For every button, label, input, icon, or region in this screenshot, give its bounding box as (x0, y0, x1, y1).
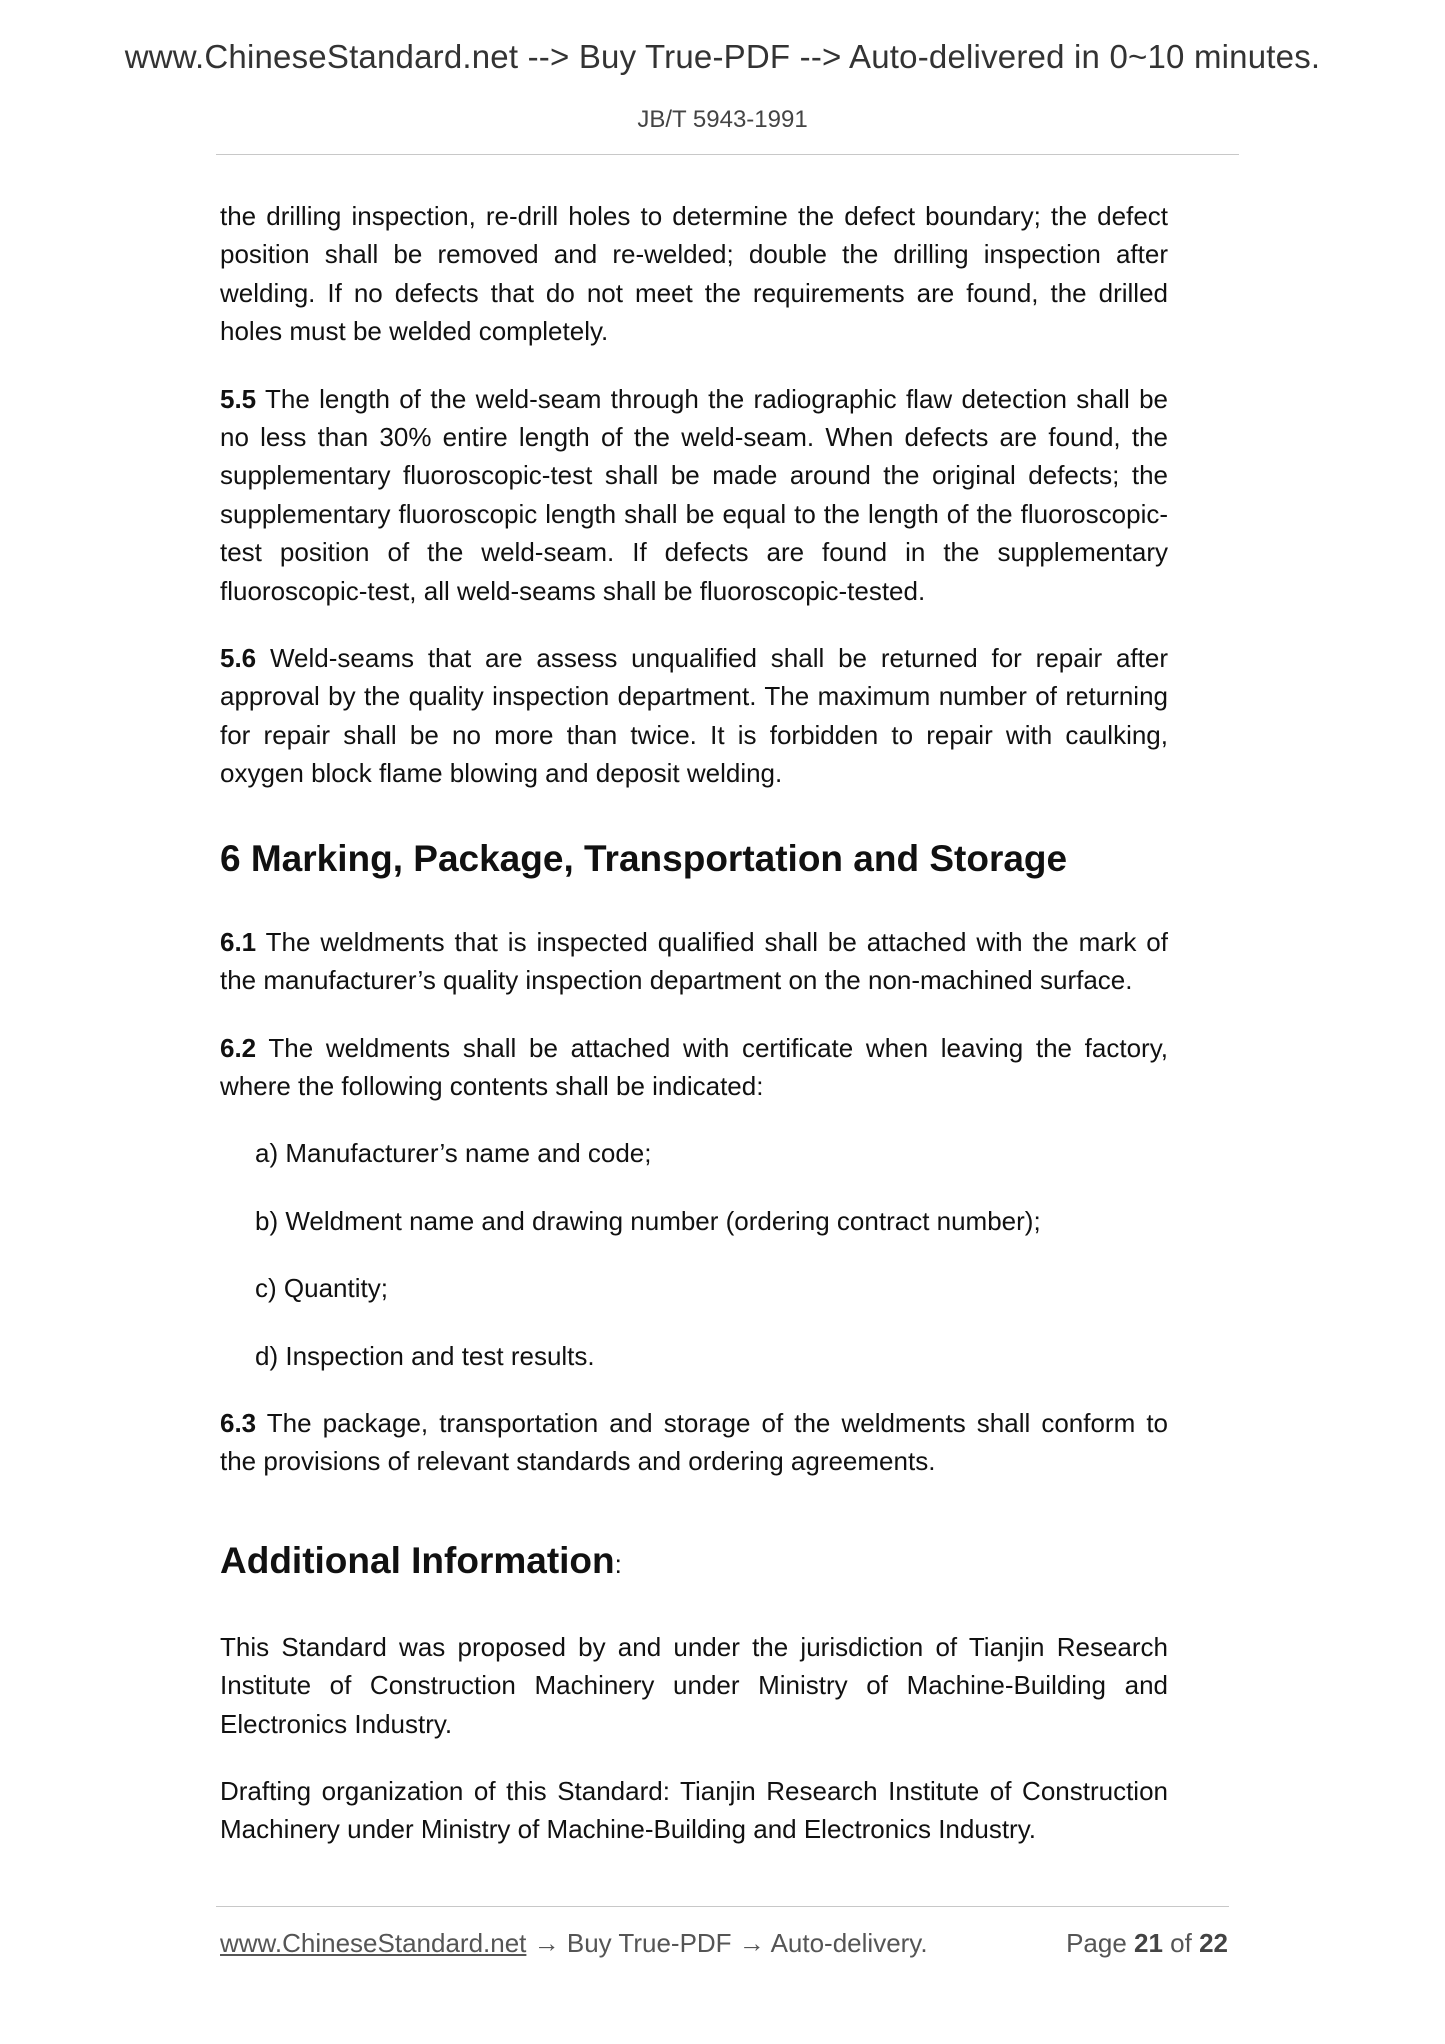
footer-divider (216, 1906, 1229, 1907)
clause-number: 5.5 (220, 383, 257, 414)
clause-number: 6.1 (220, 926, 257, 957)
additional-paragraph-1: This Standard was proposed by and under the jurisdiction of Tianjin Research Institute of Construction Machinery under Ministry of Machine-Building and Electronics Industry. (220, 1631, 1168, 1739)
clause-6-1 (220, 923, 1168, 1000)
list-item: a) Manufacturer’s name and code; (255, 1138, 652, 1169)
list-item: d) Inspection and test results. (255, 1340, 595, 1371)
additional-information-heading (220, 1539, 1168, 1586)
clause-text: Weld-seams that are assess unqualified shall be returned for repair after approval by the quality inspection department. The maximum number of returning for repair shall be no more than twice. It is forbidden to repair with caulking, oxygen block flame blowing and deposit welding. (220, 643, 1168, 789)
site-banner: www.ChineseStandard.net --> Buy True-PDF --> Auto-delivered in 0~10 minutes. (124, 38, 1321, 75)
standard-number: JB/T 5943-1991 (637, 106, 808, 133)
clause-number: 5.6 (220, 643, 257, 674)
document-body (220, 197, 1168, 1878)
intro-paragraph: the drilling inspection, re-drill holes to determine the defect boundary; the defect position shall be removed and re-welded; double the drilling inspection after welding. If no defects that do not meet the requirements are found, the drilled holes must be welded completely. (220, 201, 1168, 347)
page-label: Page (1066, 1928, 1135, 1958)
clause-number: 6.2 (220, 1032, 257, 1063)
of-label: of (1162, 1928, 1200, 1958)
clause-text: The weldments shall be attached with certificate when leaving the factory, where the following contents shall be indicated: (220, 1032, 1168, 1101)
section-6-heading: 6 Marking, Package, Transportation and Storage (220, 837, 1068, 879)
footer-site-link[interactable]: www.ChineseStandard.net (220, 1928, 527, 1958)
clause-number: 6.3 (220, 1407, 257, 1438)
clause-text: The length of the weld-seam through the radiographic flaw detection shall be no less than 30% entire length of the weld-seam. When defects are found, the supplementary fluoroscopic-test shall be made around the original defects; the supplementary fluoroscopic length shall be equal to the length of the fluoroscopic-test position of the weld-seam. If defects are found in the supplementary fluoroscopic-test, all weld-seams shall be fluoroscopic-tested. (220, 383, 1168, 606)
page-total: 22 (1199, 1928, 1228, 1958)
heading-colon: : (614, 1548, 622, 1579)
clause-6-3 (220, 1404, 1168, 1481)
footer-promo-text: → Buy True-PDF → Auto-delivery. (526, 1928, 928, 1958)
clause-5-6 (220, 639, 1168, 793)
page-indicator (1066, 1928, 1228, 1959)
heading-text: Additional Information (220, 1539, 615, 1581)
footer-promo (220, 1928, 928, 1959)
page-current: 21 (1134, 1928, 1163, 1958)
list-item: c) Quantity; (255, 1273, 388, 1304)
clause-text: The weldments that is inspected qualified shall be attached with the mark of the manufacturer’s quality inspection department on the non-machined surface. (220, 926, 1168, 996)
clause-text: The package, transportation and storage of the weldments shall conform to the provisions of relevant standards and ordering agreements. (220, 1407, 1168, 1477)
header-divider (216, 154, 1239, 155)
clause-6-2 (220, 1029, 1168, 1106)
clause-5-5 (220, 380, 1168, 610)
additional-paragraph-2: Drafting organization of this Standard: Tianjin Research Institute of Construction Machinery under Ministry of Machine-Building and Electronics Industry. (220, 1775, 1168, 1845)
list-item: b) Weldment name and drawing number (ordering contract number); (255, 1205, 1041, 1236)
